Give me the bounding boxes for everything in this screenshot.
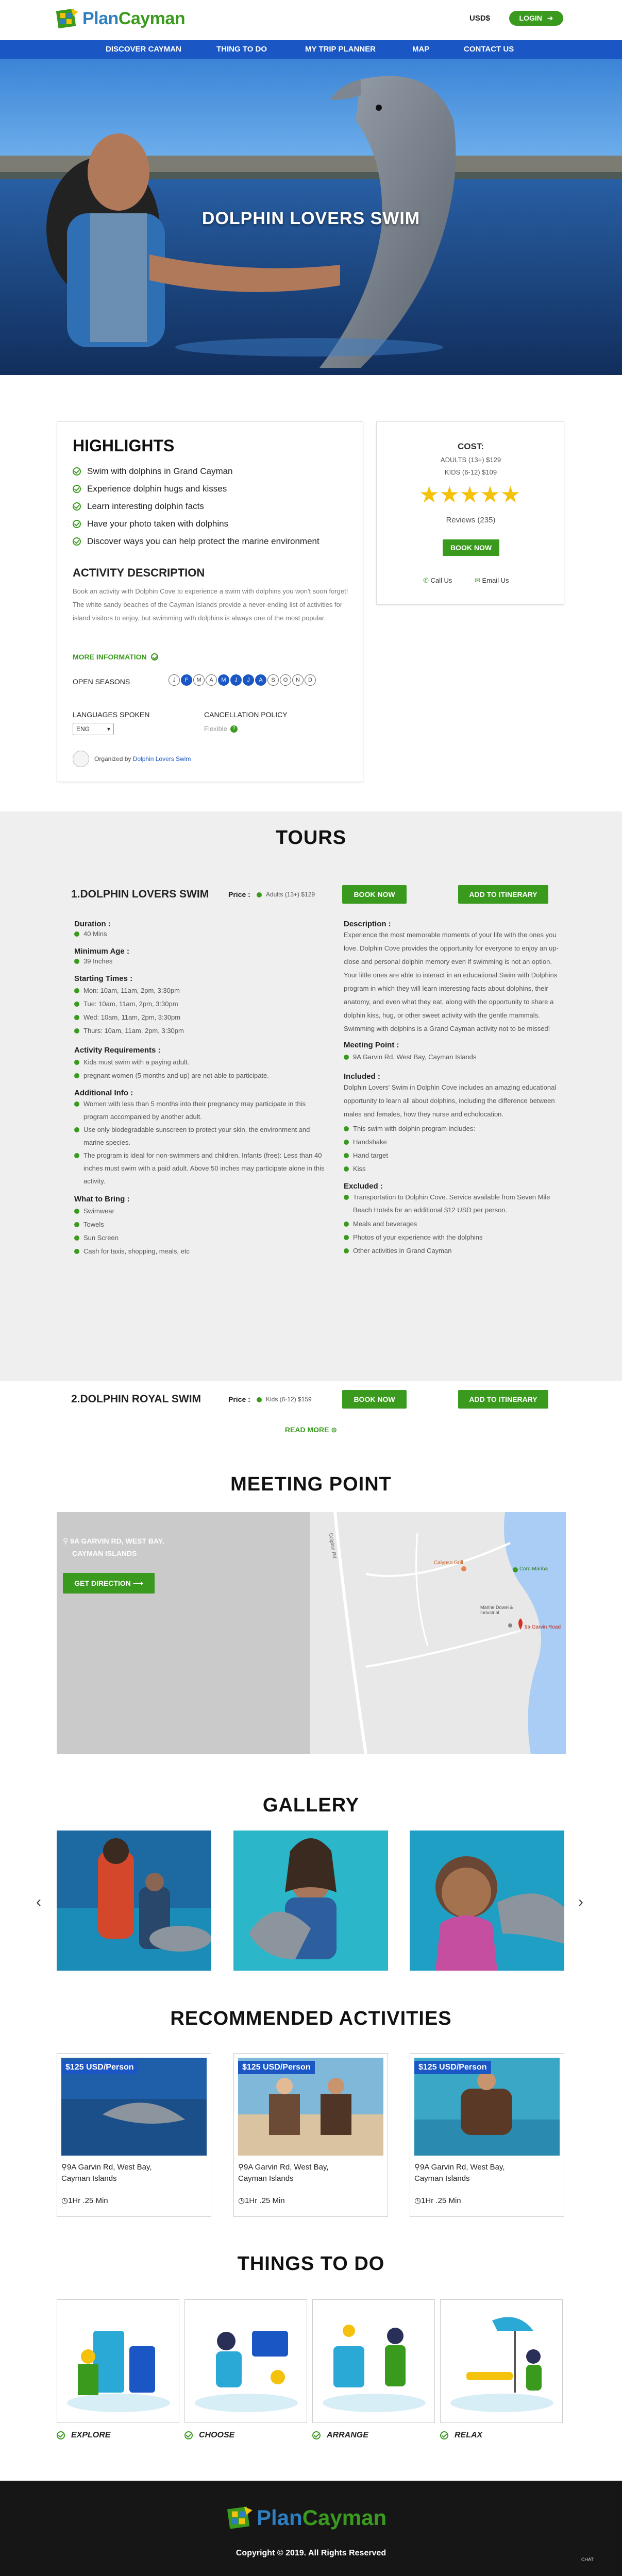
activity-address: ⚲9A Garvin Rd, West Bay, Cayman Islands [238,2163,329,2183]
month-jul: J [243,674,254,686]
month-selector [169,674,317,686]
site-logo[interactable] [56,5,185,32]
mail-icon: ✉ [475,577,480,584]
list-item: Discover ways you can help protect the marine environment [73,536,351,547]
things-to-do-label-arrange: ARRANGE [312,2431,368,2440]
tour1-details-right: Description : Experience the most memorable moments of your life with the ones you love. Dolphin Cove provides the opportunity for everyone to enjoy an up-close and personal dolphin memory even if swimming is not an option. Your little ones are able to interact in an educational Swim with Dolphins program in which they will learn interesting facts about dolphins, their anatomy, and even what they eat, along with the opportunity to share a dolphin kiss, hug, or other sweet activity with the gentle mammals. Swimming with dolphins is a Grand Cayman activity not to be missed! Meeting Point : 9A Garvin Rd, West Bay, Cayman Islands Included : Dolphin Lovers' Swim in Dolphin Cove includes an amazing educational opportunity to learn all about dolphins, including the difference between males and females, how they nurse and echolocation. This swim with dolphin program includes: Handshake Hand target Kiss Excluded : Transportation to Dolphin Cove. Service available from Seven Mile Beach Hotels for an additional $12 USD per person. Meals and beverages Photos of your experience with the dolphins Other activities in Grand Cayman [344,920,559,1255]
activity-image [414,2058,560,2156]
month-jan: J [169,674,180,686]
logo-icon [227,2504,254,2531]
arrange-illustration [313,2300,435,2423]
map-address: ⚲ 9A GARVIN RD, WEST BAY, CAYMAN ISLANDS [63,1537,164,1557]
check-icon [57,2431,65,2439]
check-icon [73,520,81,528]
tour2-title: 2.DOLPHIN ROYAL SWIM [71,1393,201,1405]
clock-icon: ◷ [61,2196,69,2205]
help-icon[interactable]: ? [230,725,238,733]
language-select[interactable]: ENG ▾ [73,723,114,735]
star-icon: ★ [439,482,460,507]
tour2-price: Kids (6-12) $159 [257,1396,312,1403]
map-label-calypso: Calypso Grill [434,1560,463,1566]
nav-contact-us[interactable]: CONTACT US [464,45,514,54]
plus-circle-icon: ⊕ [331,1426,338,1434]
month-may: M [218,674,229,686]
map-label-pin: 9a Garvin Road [525,1624,561,1630]
nav-thing-to-do[interactable]: THING TO DO [216,45,267,54]
check-icon [184,2431,193,2439]
map-panel[interactable] [57,1512,566,1754]
month-jun: J [230,674,242,686]
read-more-link[interactable]: READ MORE ⊕ [284,1426,338,1434]
list-item: Swim with dolphins in Grand Cayman [73,466,351,477]
tour1-title: 1.DOLPHIN LOVERS SWIM [71,888,209,900]
location-pin-icon: ⚲ [238,2163,244,2172]
location-pin-icon: ⚲ [61,2163,67,2172]
cost-kids: KIDS (6-12) $109 [444,468,497,476]
check-icon [73,537,81,546]
choose-illustration [185,2300,307,2423]
star-icon: ★ [419,482,440,507]
price-tag: $125 USD/Person [61,2061,138,2074]
activity-duration: ◷1Hr .25 Min [238,2196,285,2205]
more-information-link[interactable]: MORE INFORMATION [73,653,164,661]
highlights-list [73,466,351,554]
month-nov: N [292,674,304,686]
hero-banner [0,59,622,375]
reviews-count[interactable]: Reviews (235) [446,516,496,524]
activity-heading: ACTIVITY DESCRIPTION [73,566,205,579]
activity-address: ⚲9A Garvin Rd, West Bay, Cayman Islands [414,2163,505,2183]
footer-logo-cayman: Cayman [302,2505,387,2530]
month-oct: O [280,674,291,686]
things-to-do-card-explore[interactable] [57,2299,179,2423]
tour2-add-itinerary-button[interactable]: ADD TO ITINERARY [458,1390,548,1409]
gallery-heading: GALLERY [262,1794,360,1816]
gallery-next-icon[interactable]: › [578,1893,583,1910]
month-apr: A [206,674,217,686]
relax-illustration [441,2300,563,2423]
activity-duration: ◷1Hr .25 Min [414,2196,461,2205]
login-label: LOGIN [519,14,542,22]
footer-logo[interactable] [227,2504,386,2531]
book-now-button[interactable]: BOOK NOW [443,539,499,556]
list-item: Have your photo taken with dolphins [73,519,351,529]
price-tag: $125 USD/Person [414,2061,491,2074]
clock-icon: ◷ [414,2196,422,2205]
main-nav [0,40,622,59]
nav-discover-cayman[interactable]: DISCOVER CAYMAN [106,45,181,54]
location-pin-icon: ⚲ [63,1537,69,1545]
currency-selector[interactable]: USD$ [469,14,491,23]
list-item: Experience dolphin hugs and kisses [73,484,351,494]
open-seasons-label: OPEN SEASONS [73,677,130,686]
activity-card[interactable] [233,2053,388,2217]
organizer-row: Organized by Dolphin Lovers Swim [73,751,191,767]
cancellation-value: Flexible ? [204,725,238,733]
list-item: Learn interesting dolphin facts [73,501,351,512]
month-mar: M [193,674,205,686]
call-us-link[interactable]: ✆ Call Us [423,577,452,584]
things-to-do-card-relax[interactable] [440,2299,563,2423]
cost-heading: COST: [458,442,484,451]
things-to-do-label-choose: CHOOSE [184,2431,234,2440]
meeting-point-heading: MEETING POINT [230,1473,392,1495]
check-icon [312,2431,321,2439]
activity-image [238,2058,383,2156]
footer [0,2481,622,2576]
clock-icon: ◷ [238,2196,245,2205]
month-sep: S [267,674,279,686]
activity-card[interactable] [57,2053,211,2217]
arrow-right-icon: ➜ [547,14,553,22]
activity-description: Book an activity with Dolphin Cove to experience a swim with dolphins you won't soon forget! The white sandy beaches of the Cayman Islands provide a never-ending list of activities for island visitors to enjoy, but swimming with dolphins is always one of the most popular. [73,587,348,622]
logo-icon [56,7,79,30]
activity-duration: ◷1Hr .25 Min [61,2196,108,2205]
phone-icon: ✆ [423,577,429,584]
activity-image [61,2058,207,2156]
get-direction-button[interactable]: GET DIRECTION ⟶ [63,1573,155,1594]
logo-cayman-text: Cayman [118,8,186,28]
organizer-link[interactable]: Dolphin Lovers Swim [132,755,191,762]
gallery-image-3[interactable] [410,1831,564,1971]
explore-illustration [57,2300,179,2423]
chevron-down-icon: ▾ [107,725,110,733]
tour1-details-left: Duration : 40 Mins Minimum Age : 39 Inches Starting Times : Mon: 10am, 11am, 2pm, 3:30pm Tue: 10am, 11am, 2pm, 3:30pm Wed: 10am, 11am, 2pm, 3:30pm Thurs: 10am, 11am, 2pm, 3:30pm Activity Requirements : Kids must swim with a paying adult. pregnant women (5 months and up) are not able to participate. Additional Info : Women with less than 5 months into their pregnancy may participate in this program accompanied by another adult. Use only biodegradable sunscreen to protect your skin, the environment and marine species. The program is ideal for non-swimmers and children. Infants (free): Less than 40 inches must swim with a paid adult. Above 50 inches may participate alone in this activity. What to Bring : Swimwear Towels Sun Screen Cash for taxis, shopping, meals, etc [74,920,325,1255]
tours-heading: TOURS [275,827,347,849]
things-to-do-heading: THINGS TO DO [237,2253,385,2275]
things-to-do-card-arrange[interactable] [312,2299,435,2423]
map-label-marine: Marine Dowel & Industrial [480,1605,513,1615]
month-dec: D [305,674,316,686]
cancellation-label: CANCELLATION POLICY [204,710,288,719]
chat-button[interactable]: CHAT [581,2557,594,2562]
month-feb: F [181,674,192,686]
activity-card[interactable] [410,2053,564,2217]
tour1-price: Adults (13+) $129 [257,891,315,898]
plus-icon [151,653,158,660]
arrow-right-icon: ⟶ [132,1579,143,1587]
languages-label: LANGUAGES SPOKEN [73,710,150,719]
location-pin-icon: ⚲ [414,2163,420,2172]
highlights-card [57,421,363,782]
check-icon [73,467,81,476]
gallery-image-2[interactable] [233,1831,388,1971]
hero-title: DOLPHIN LOVERS SWIM [201,209,421,228]
email-us-link[interactable]: ✉ Email Us [475,577,509,584]
star-icon: ★ [459,482,480,507]
tour1-add-itinerary-button[interactable]: ADD TO ITINERARY [458,885,548,904]
login-button[interactable] [509,11,563,26]
tour1-book-now-button[interactable]: BOOK NOW [342,885,407,904]
check-icon [73,502,81,511]
month-aug: A [255,674,266,686]
nav-my-trip-planner[interactable]: MY TRIP PLANNER [305,45,376,54]
map-label-road: Dolphin Rd [327,1533,338,1559]
map-label-marina: Cord Marina [519,1566,548,1572]
logo-plan-text: Plan [82,8,119,28]
rating-stars [419,484,520,506]
things-to-do-card-choose[interactable] [184,2299,307,2423]
recommended-heading: RECOMMENDED ACTIVITIES [170,2008,452,2029]
things-to-do-label-explore: EXPLORE [57,2431,110,2440]
cost-card [376,421,564,605]
price-tag: $125 USD/Person [238,2061,315,2074]
gallery-prev-icon[interactable]: ‹ [36,1893,41,1910]
tour1-price-label: Price : [228,890,250,899]
activity-address: ⚲9A Garvin Rd, West Bay, Cayman Islands [61,2163,152,2183]
highlights-heading: HIGHLIGHTS [73,436,175,455]
star-icon: ★ [500,482,521,507]
tour2-book-now-button[interactable]: BOOK NOW [342,1390,407,1409]
footer-logo-plan: Plan [257,2505,302,2530]
organizer-logo-icon [73,751,89,767]
copyright-text: Copyright © 2019. All Rights Reserved [236,2549,386,2557]
nav-map[interactable]: MAP [412,45,430,54]
tour2-price-label: Price : [228,1395,250,1403]
top-bar [0,0,622,40]
cost-adults: ADULTS (13+) $129 [440,456,501,464]
check-icon [73,485,81,493]
star-icon: ★ [480,482,500,507]
check-icon [440,2431,448,2439]
gallery-image-1[interactable] [57,1831,211,1971]
things-to-do-label-relax: RELAX [440,2431,482,2440]
